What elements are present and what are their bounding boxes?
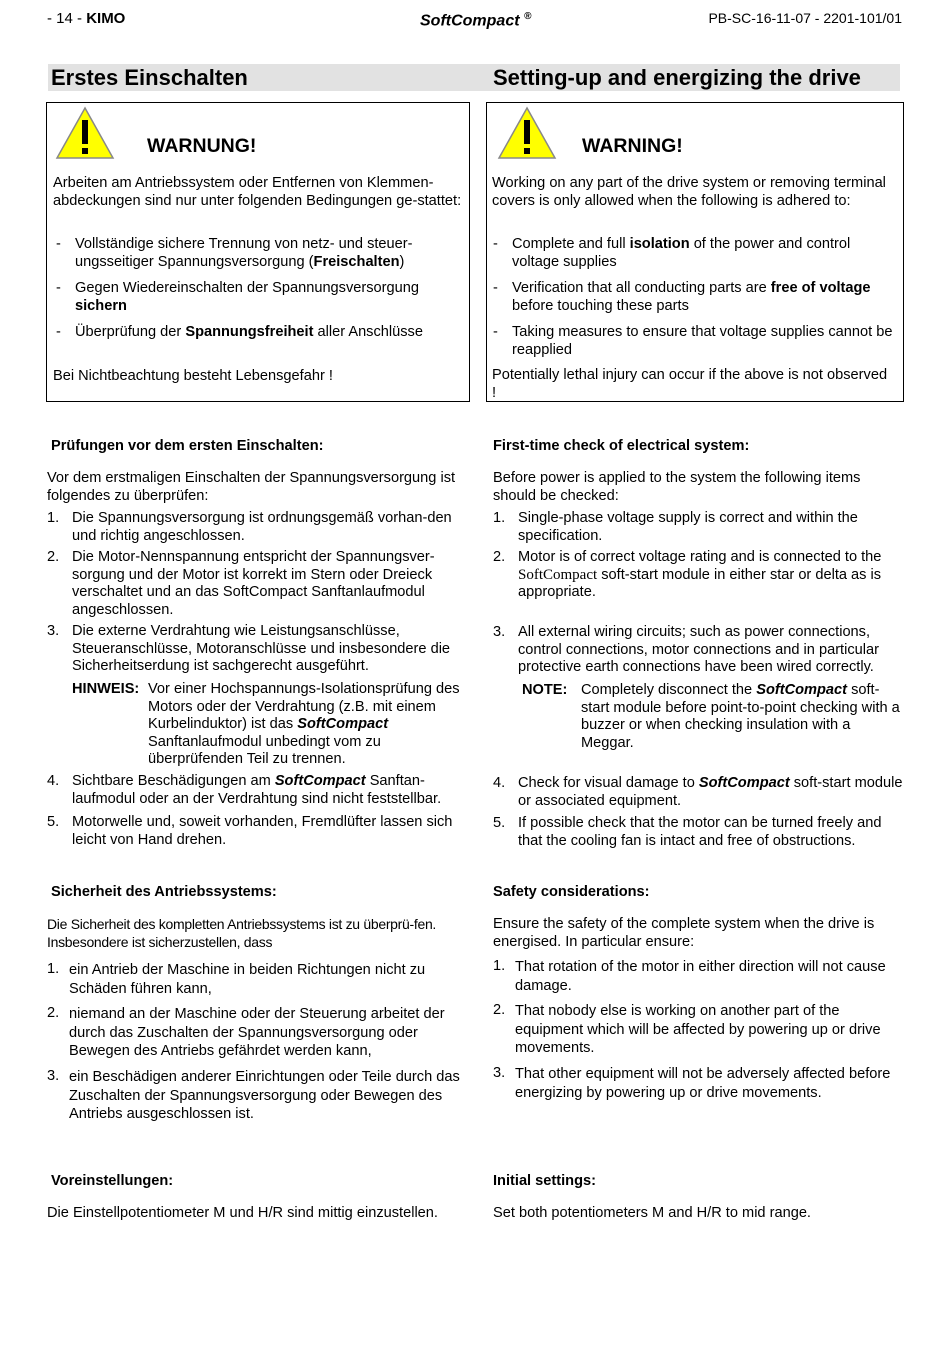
list-item: - Taking measures to ensure that voltage supplies cannot be reapplied [493, 324, 893, 358]
page-number: - 14 - KIMO [47, 10, 126, 27]
section-heading-checks-de: Prüfungen vor dem ersten Einschalten: [51, 438, 324, 454]
list-item: 3. All external wiring circuits; such as power connections, control connections, motor connections and in particular protective earth connections have been wired correctly. [493, 624, 879, 675]
warning-footer-en: Potentially lethal injury can occur if the above is not observed ! [492, 367, 888, 401]
list-item: 2. niemand an der Maschine oder der Steuerung arbeitet der durch das Zuschalten der Spannungsversorgung oder Bewegen des Antriebs gefährdet werden kann, [47, 1005, 445, 1059]
list-item: - Gegen Wiedereinschalten der Spannungsversorgung sichern [56, 280, 419, 314]
list-item: 3. That other equipment will not be adversely affected before energizing by powering up or drive movements. [493, 1065, 891, 1101]
list-item: 2. Die Motor-Nennspannung entspricht der Spannungsver-sorgung und der Motor ist korrekt im Stern oder Dreieck verschaltet und an das SoftCompact Sanftanlaufmodul angeschlossen. [47, 549, 435, 618]
warning-intro-de: Arbeiten am Antriebssystem oder Entfernen von Klemmen-abdeckungen sind nur unter folgenden Bedingungen ge-stattet: [53, 175, 462, 209]
warning-triangle-icon [497, 106, 557, 160]
section-heading-safety-en: Safety considerations: [493, 884, 650, 900]
list-item: 2. Motor is of correct voltage rating and is connected to the SoftCompact soft-start module in either star or delta as is appropriate. [493, 549, 882, 600]
list-item: 5. If possible check that the motor can be turned freely and that the cooling fan is intact and free of obstructions. [493, 815, 882, 849]
warning-title-en: WARNING! [582, 135, 683, 157]
list-item: 1. ein Antrieb der Maschine in beiden Richtungen nicht zu Schäden führen kann, [47, 961, 426, 997]
note-de: HINWEIS: Vor einer Hochspannungs-Isolationsprüfung des Motors oder der Verdrahtung (z.B. mit einem Kurbelinduktor) ist das SoftCompact Sanftanlaufmodul unbedingt vom zu überprüfenden Teil zu trennen. [72, 681, 460, 767]
product-name: SoftCompact ® [420, 11, 532, 30]
checks-intro-en: Before power is applied to the system the following items should be checked: [493, 470, 861, 504]
title-de: Erstes Einschalten [51, 65, 248, 90]
document-code: PB-SC-16-11-07 - 2201-101/01 [708, 10, 902, 26]
title-en: Setting-up and energizing the drive [493, 65, 861, 90]
list-item: - Verification that all conducting parts are free of voltage before touching these parts [493, 280, 871, 314]
list-item: 3. Die externe Verdrahtung wie Leistungsanschlüsse, Steueranschlüsse, Motoranschlüsse und insbesondere die Sicherheitserdung ist sachgerecht ausgeführt. [47, 623, 451, 674]
presets-text-en: Set both potentiometers M and H/R to mid range. [493, 1205, 811, 1221]
list-item: 3. ein Beschädigen anderer Einrichtungen oder Teile durch das Zuschalten der Spannungsversorgung oder Bewegen des Antriebs ausgeschlossen ist. [47, 1068, 460, 1122]
list-item: - Vollständige sichere Trennung von netz- und steuer-ungsseitiger Spannungsversorgung (Freischalten) [56, 236, 413, 270]
warning-triangle-icon [55, 106, 115, 160]
list-item: 5. Motorwelle und, soweit vorhanden, Fremdlüfter lassen sich leicht von Hand drehen. [47, 814, 453, 848]
warning-footer-de: Bei Nichtbeachtung besteht Lebensgefahr ! [53, 368, 333, 384]
safety-intro-en: Ensure the safety of the complete system when the drive is energised. In particular ensure: [493, 916, 875, 950]
section-heading-checks-en: First-time check of electrical system: [493, 438, 750, 454]
list-item: 2. That nobody else is working on another part of the equipment which will be affected by powering up or drive movements. [493, 1002, 881, 1056]
presets-text-de: Die Einstellpotentiometer M und H/R sind mittig einzustellen. [47, 1205, 438, 1221]
checks-intro-de: Vor dem erstmaligen Einschalten der Spannungsversorgung ist folgendes zu überprüfen: [47, 470, 456, 504]
section-heading-presets-en: Initial settings: [493, 1173, 596, 1189]
list-item: 4. Sichtbare Beschädigungen am SoftCompact Sanftan-laufmodul oder an der Verdrahtung sind nicht feststellbar. [47, 773, 442, 807]
list-item: 4. Check for visual damage to SoftCompact soft-start module or associated equipment. [493, 775, 903, 809]
section-heading-presets-de: Voreinstellungen: [51, 1173, 174, 1189]
warning-title-de: WARNUNG! [147, 135, 257, 157]
list-item: - Complete and full isolation of the power and control voltage supplies [493, 236, 851, 270]
list-item: 1. Single-phase voltage supply is correct and within the specification. [493, 510, 858, 544]
note-en: NOTE: Completely disconnect the SoftCompact soft-start module before point-to-point checking with a buzzer or when checking insulation with a Meggar. [522, 682, 900, 751]
safety-intro-de: Die Sicherheit des kompletten Antriebssystems ist zu überprü-fen. Insbesondere ist sicherzustellen, dass [47, 916, 437, 950]
list-item: 1. Die Spannungsversorgung ist ordnungsgemäß vorhan-den und richtig angeschlossen. [47, 510, 452, 544]
list-item: - Überprüfung der Spannungsfreiheit aller Anschlüsse [56, 324, 423, 340]
list-item: 1. That rotation of the motor in either direction will not cause damage. [493, 958, 886, 994]
section-heading-safety-de: Sicherheit des Antriebssystems: [51, 884, 277, 900]
warning-intro-en: Working on any part of the drive system or removing terminal covers is only allowed when the following is adhered to: [492, 175, 886, 209]
